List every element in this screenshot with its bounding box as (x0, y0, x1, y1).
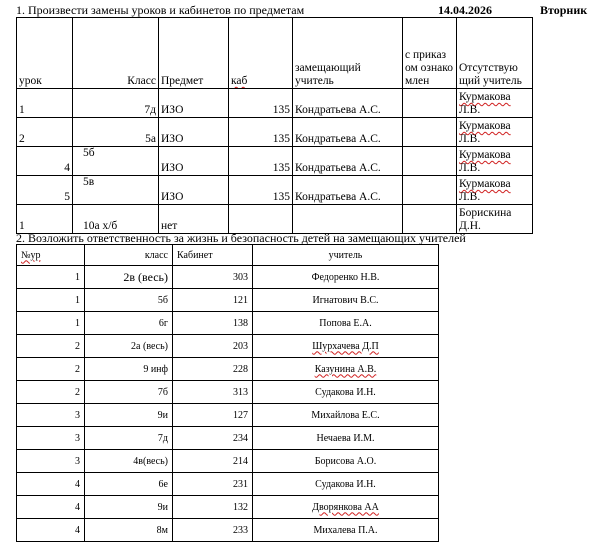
cell-subject: ИЗО (159, 118, 229, 147)
cell-room: 121 (173, 289, 253, 312)
cell-subject: ИЗО (159, 89, 229, 118)
cell-lesson: 4 (17, 147, 73, 176)
document-header (16, 3, 602, 17)
cell-substitute (293, 205, 403, 234)
cell-lesson: 2 (17, 118, 73, 147)
cell-lesson: 4 (17, 519, 85, 542)
cell-subject: ИЗО (159, 147, 229, 176)
table-row (17, 450, 439, 473)
table-row (17, 289, 439, 312)
table-row (17, 176, 533, 205)
cell-lesson: 2 (17, 335, 85, 358)
cell-lesson: 5 (17, 176, 73, 205)
absent-initials: Л.В. (459, 162, 481, 174)
table-row (17, 118, 533, 147)
teacher-name: Дворянкова АА (312, 501, 379, 513)
cell-class: 7д (85, 427, 173, 450)
cell-lesson: 1 (17, 89, 73, 118)
cell-lesson: 4 (17, 496, 85, 519)
absent-surname: Борискина (459, 207, 512, 219)
cell-room: 234 (173, 427, 253, 450)
cell-absent (457, 89, 533, 118)
col-header-class: класс (85, 245, 173, 266)
cell-room: 228 (173, 358, 253, 381)
cell-teacher: Михалева П.А. (253, 519, 439, 542)
replacements-header-row (17, 18, 533, 89)
cell-room: 127 (173, 404, 253, 427)
document-weekday: Вторник (540, 3, 588, 17)
col-header-room-text: каб (231, 75, 248, 87)
cell-teacher (253, 358, 439, 381)
cell-class: 5в (73, 176, 159, 205)
cell-teacher: Нечаева И.М. (253, 427, 439, 450)
table-row (17, 335, 439, 358)
cell-teacher (253, 335, 439, 358)
table-row (17, 89, 533, 118)
cell-teacher: Попова Е.А. (253, 312, 439, 335)
col-header-teacher: учитель (253, 245, 439, 266)
absent-surname: Курмакова (459, 91, 511, 103)
cell-teacher: Михайлова Е.С. (253, 404, 439, 427)
cell-class: 10а х/б (73, 205, 159, 234)
cell-order (403, 147, 457, 176)
col-header-lesson: урок (17, 18, 73, 89)
cell-lesson: 1 (17, 266, 85, 289)
cell-room: 303 (173, 266, 253, 289)
col-header-lesson-number (17, 245, 85, 266)
absent-surname: Курмакова (459, 120, 511, 132)
cell-class: 2а (весь) (85, 335, 173, 358)
cell-substitute: Кондратьева А.С. (293, 89, 403, 118)
cell-class: 5а (73, 118, 159, 147)
cell-lesson: 1 (17, 289, 85, 312)
cell-substitute: Кондратьева А.С. (293, 147, 403, 176)
cell-class: 9 инф (85, 358, 173, 381)
cell-class: 6г (85, 312, 173, 335)
cell-lesson: 2 (17, 358, 85, 381)
table-row (17, 519, 439, 542)
section-2-title: 2. Возложить ответственность за жизнь и безопасность детей на замещающих учителей (16, 231, 466, 245)
cell-lesson: 2 (17, 381, 85, 404)
col-header-order: с приказ ом ознако млен (403, 18, 457, 89)
cell-teacher: Игнатович В.С. (253, 289, 439, 312)
responsibility-header-row (17, 245, 439, 266)
table-row (17, 312, 439, 335)
cell-lesson: 4 (17, 473, 85, 496)
cell-room: 231 (173, 473, 253, 496)
replacements-table (16, 17, 533, 234)
cell-class: 7б (85, 381, 173, 404)
cell-absent (457, 147, 533, 176)
cell-room: 132 (173, 496, 253, 519)
col-header-lesson-number-text: №ур (21, 249, 41, 261)
cell-absent (457, 176, 533, 205)
table-row (17, 358, 439, 381)
cell-order (403, 205, 457, 234)
document-date: 14.04.2026 (438, 3, 492, 17)
col-header-room: Кабинет (173, 245, 253, 266)
cell-room: 135 (229, 176, 293, 205)
cell-room: 135 (229, 89, 293, 118)
cell-class: 8м (85, 519, 173, 542)
cell-class: 4в(весь) (85, 450, 173, 473)
cell-room: 233 (173, 519, 253, 542)
cell-class: 5б (73, 147, 159, 176)
cell-class: 9и (85, 404, 173, 427)
cell-class: 5б (85, 289, 173, 312)
cell-substitute: Кондратьева А.С. (293, 118, 403, 147)
col-header-subject: Предмет (159, 18, 229, 89)
cell-class: 9и (85, 496, 173, 519)
cell-absent (457, 205, 533, 234)
cell-room: 138 (173, 312, 253, 335)
cell-room: 135 (229, 147, 293, 176)
cell-order (403, 118, 457, 147)
cell-order (403, 176, 457, 205)
teacher-name: Казунина А.В. (314, 363, 377, 375)
cell-lesson: 3 (17, 404, 85, 427)
absent-initials: Л.В. (459, 104, 481, 116)
cell-room: 135 (229, 118, 293, 147)
absent-surname: Курмакова (459, 178, 511, 190)
table-row (17, 427, 439, 450)
cell-class: 7д (73, 89, 159, 118)
responsibility-table (16, 244, 439, 542)
cell-teacher (253, 496, 439, 519)
cell-subject: ИЗО (159, 176, 229, 205)
cell-room: 203 (173, 335, 253, 358)
absent-initials: Д.Н. (459, 220, 481, 232)
cell-lesson: 3 (17, 450, 85, 473)
cell-room: 214 (173, 450, 253, 473)
cell-class: 6е (85, 473, 173, 496)
absent-surname: Курмакова (459, 149, 511, 161)
table-row (17, 147, 533, 176)
document-title: 1. Произвести замены уроков и кабинетов по предметам (16, 3, 305, 17)
col-header-class: Класс (73, 18, 159, 89)
table-row (17, 473, 439, 496)
cell-lesson: 1 (17, 205, 73, 234)
cell-absent (457, 118, 533, 147)
cell-room: 313 (173, 381, 253, 404)
cell-lesson: 1 (17, 312, 85, 335)
absent-initials: Л.В. (459, 133, 481, 145)
table-row (17, 404, 439, 427)
cell-substitute: Кондратьева А.С. (293, 176, 403, 205)
col-header-room (229, 18, 293, 89)
table-row (17, 496, 439, 519)
cell-order (403, 89, 457, 118)
absent-initials: Л.В. (459, 191, 481, 203)
cell-teacher: Федоренко Н.В. (253, 266, 439, 289)
teacher-name: Шурхачева Д.П (312, 340, 379, 352)
col-header-absent: Отсутствую щий учитель (457, 18, 533, 89)
cell-teacher: Судакова И.Н. (253, 473, 439, 496)
table-row (17, 205, 533, 234)
cell-lesson: 3 (17, 427, 85, 450)
cell-class: 2в (весь) (85, 266, 173, 289)
col-header-substitute: замещающий учитель (293, 18, 403, 89)
table-row (17, 266, 439, 289)
table-row (17, 381, 439, 404)
cell-teacher: Борисова А.О. (253, 450, 439, 473)
cell-subject: нет (159, 205, 229, 234)
cell-teacher: Судакова И.Н. (253, 381, 439, 404)
cell-room (229, 205, 293, 234)
